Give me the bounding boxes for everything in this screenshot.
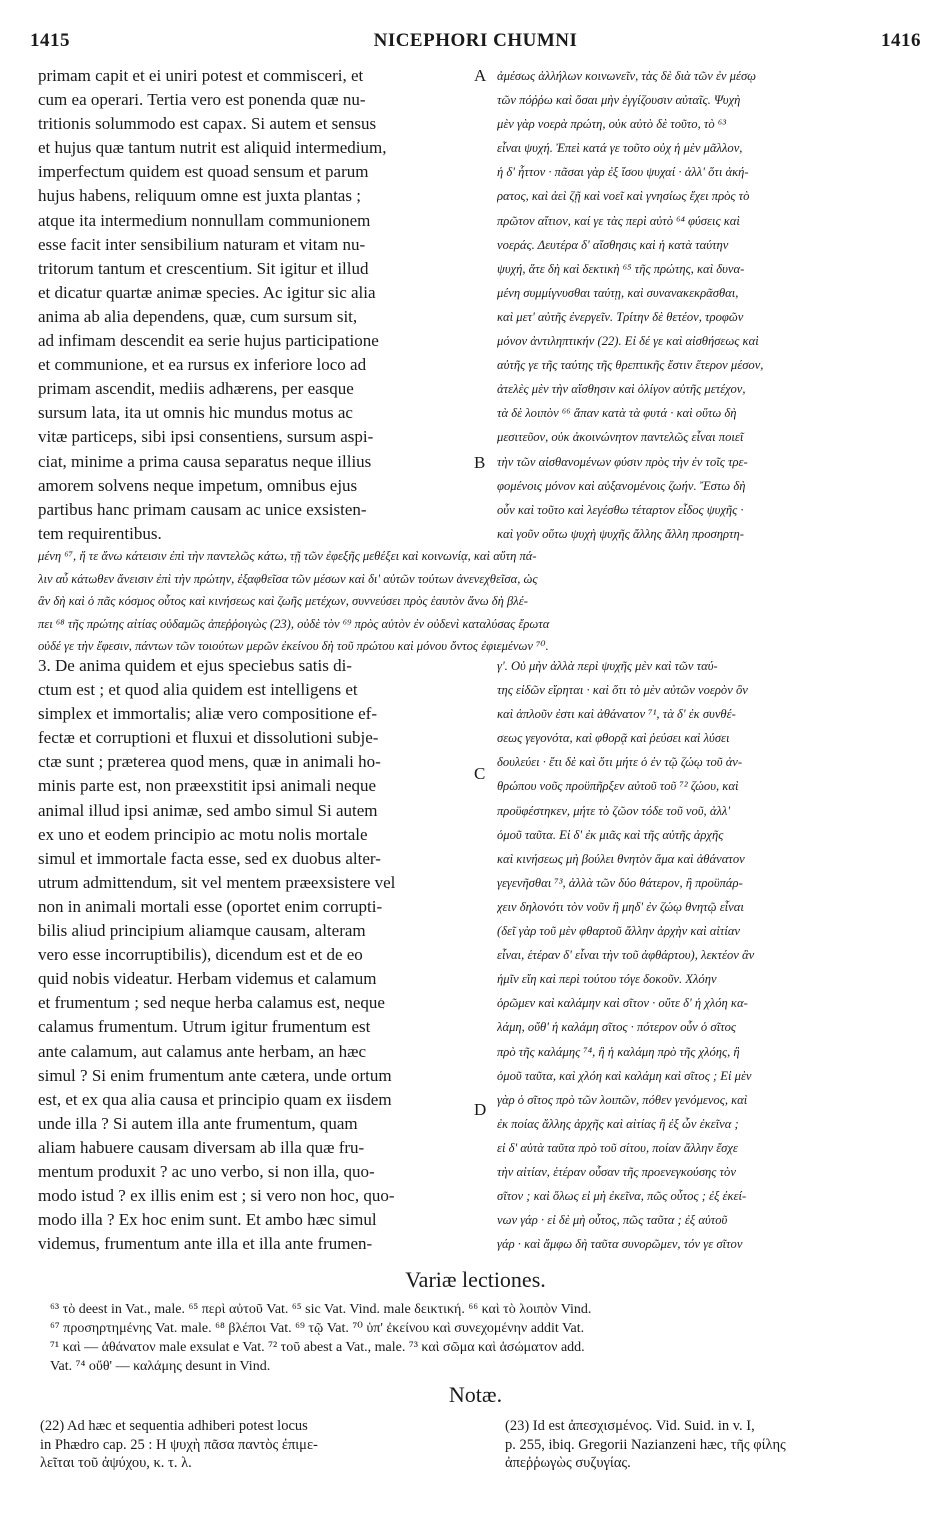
text-line: minis parte est, non præexstitit ipsi animali neque bbox=[38, 776, 377, 796]
text-line: τῶν πόῤῥω καὶ ὅσαι μὴν ἐγγίζουσιν αὐταῖς. Ψυχὴ bbox=[497, 93, 741, 108]
text-line: hujus habens, reliquum omne est juxta plantas ; bbox=[38, 186, 361, 206]
variae-heading: Variæ lectiones. bbox=[405, 1267, 546, 1292]
text-line: fectæ et corruptioni et fluxui et dissolutioni subje- bbox=[38, 728, 379, 748]
text-line: καὶ γοῦν οὕτω ψυχὴ ψυχῆς ἄλλης ἄλλη προσηρτη- bbox=[497, 526, 744, 541]
running-header bbox=[30, 30, 921, 54]
text-line: mentum produxit ? ac uno verbo, si non illa, quo- bbox=[38, 1161, 375, 1181]
text-line: unde illa ? Si autem illa ante frumentum, quam bbox=[38, 1113, 358, 1133]
text-line: γὰρ ὁ σῖτος πρὸ τῶν λοιπῶν, πόθεν γενόμενος, καὶ bbox=[497, 1092, 748, 1107]
text-line: μὲν γὰρ νοερὰ πρώτη, οὐκ αὐτὸ δὲ τοῦτο, τὸ ⁶³ bbox=[497, 117, 727, 132]
text-line: anima ab alia dependens, quæ, cum sursum sit, bbox=[38, 306, 358, 326]
text-line: μόνον ἀντιληπτικήν (22). Εἰ δέ γε καὶ αἰσθήσεως καὶ bbox=[497, 334, 759, 349]
text-line: αὐτῆς γε τῆς ταύτης τῆς θρεπτικῆς ἔστιν ἕτερον μέσον, bbox=[497, 358, 764, 373]
text-line: πρῶτον αἴτιον, καί γε τὰς περὶ αὐτὸ ⁶⁴ φύσεις καὶ bbox=[497, 213, 740, 228]
text-line: esse facit inter sensibilium naturam et vitam nu- bbox=[38, 234, 366, 254]
text-line: μένη ⁶⁷, ἥ τε ἄνω κάτεισιν ἐπὶ τὴν παντελῶς κάτω, τῇ τῶν ἐφεξῆς μεθέξει καὶ κοινωνίᾳ, καὶ αὕτη πά- bbox=[38, 549, 537, 563]
margin-letter-b: B bbox=[474, 453, 486, 472]
text-line: νοεράς. Δευτέρα δ' αἴσθησις καὶ ἡ κατὰ ταύτην bbox=[497, 237, 729, 252]
text-line: cum ea operari. Tertia vero est ponenda quæ nu- bbox=[38, 90, 366, 110]
text-line: atque ita intermedium nonnullam communionem bbox=[38, 210, 371, 230]
text-line: (δεῖ γὰρ τοῦ μὲν φθαρτοῦ ἄλλην ἀρχὴν καὶ αἰτίαν bbox=[497, 924, 741, 939]
text-line: ψυχή, ἅτε δὴ καὶ δεκτικὴ ⁶⁵ τῆς πρώτης, καὶ δυνα- bbox=[497, 261, 745, 276]
text-line: est, et ex qua alia causa et principio quam ex iisdem bbox=[38, 1089, 392, 1109]
text-line: θρώπου νοῦς προϋπῆρξεν αὐτοῦ τοῦ ⁷² ζώου, καὶ bbox=[497, 779, 739, 794]
text-line: non in animali mortali esse (oportet enim corrupti- bbox=[38, 896, 383, 916]
text-line: σῖτον ; καὶ ὅλως εἰ μὴ ἐκεῖνα, πῶς οὗτος ; ἐξ ἐκεί- bbox=[497, 1189, 747, 1204]
text-line: ἀμέσως ἀλλήλων κοινωνεῖν, τὰς δὲ διὰ τῶν ἐν μέσῳ bbox=[497, 69, 757, 83]
text-line: καὶ ἁπλοῦν ἐστι καὶ ἀθάνατον ⁷¹, τὰ δ' ἐκ συνθέ- bbox=[497, 707, 736, 722]
text-line: simul et immortale facta esse, sed ex duobus alter- bbox=[38, 848, 381, 868]
margin-letter-d: D bbox=[474, 1100, 487, 1119]
text-line: ctæ sunt ; præterea quod mens, quæ in animali ho- bbox=[38, 752, 381, 772]
text-line: ante calamum, aut calamus ante herbam, an hæc bbox=[38, 1041, 367, 1061]
text-line: τὰ δὲ λοιπὸν ⁶⁶ ἅπαν κατὰ τὰ φυτά · καὶ οὕτω δὴ bbox=[497, 406, 737, 421]
text-line: εἶναι ψυχή. Ἐπεὶ κατά γε τοῦτο οὐχ ἡ μὲν μᾶλλον, bbox=[497, 141, 743, 156]
text-line: (23) Id est ἀπεσχισμένος. Vid. Suid. in v. I, bbox=[505, 1418, 755, 1434]
text-line: μένη συμμίγνυσθαι ταύτῃ, καὶ συνανακεκρᾶσθαι, bbox=[497, 285, 739, 300]
running-title: NICEPHORI CHUMNI bbox=[373, 30, 578, 51]
text-line: ὁμοῦ ταῦτα, καὶ χλόη καὶ καλάμη καὶ σῖτος ; Εἰ μὲν bbox=[497, 1068, 752, 1083]
text-line: modo istud ? ex illis enim est ; si vero non hoc, quo- bbox=[38, 1186, 395, 1206]
text-line: (22) Ad hæc et sequentia adhiberi potest locus bbox=[40, 1418, 308, 1434]
text-line: λεῖται τοῦ ἀψύχου, κ. τ. λ. bbox=[40, 1455, 192, 1471]
latin-column-top bbox=[38, 64, 470, 546]
text-line: amorem solvens neque impetum, omnibus ejus bbox=[38, 475, 358, 495]
text-line: τὴν αἰτίαν, ἑτέραν οὖσαν τῆς προενεγκούσης τὸν bbox=[497, 1164, 736, 1179]
text-line: animal illud ipsi animæ, sed ambo simul Si autem bbox=[38, 800, 378, 820]
text-line: ὁρῶμεν καὶ καλάμην καὶ σῖτον · οὔτε δ' ἡ χλόη κα- bbox=[497, 996, 748, 1011]
text-line: οὖν καὶ τοῦτο καὶ λεγέσθω τέταρτον εἶδος ψυχῆς · bbox=[497, 502, 744, 517]
text-line: simul ? Si enim frumentum ante cætera, unde ortum bbox=[38, 1065, 392, 1085]
text-line: ⁶⁷ προσηρτημένης Vat. male. ⁶⁸ βλέποι Vat. ⁶⁹ τῷ Vat. ⁷⁰ ὑπ' ἐκείνου καὶ συνεχομένην addit Vat. bbox=[50, 1321, 585, 1336]
greek-column-top bbox=[497, 64, 912, 546]
text-line: simplex et immortalis; aliæ vero compositione ef- bbox=[38, 704, 377, 724]
text-line: ἂν δὴ καὶ ὁ πᾶς κόσμος οὗτος καὶ κινήσεως καὶ ζωῆς μετέχων, συννεύσει πρὸς ἑαυτὸν ἄνω δὴ βλέ- bbox=[38, 594, 528, 608]
page-number-left: 1415 bbox=[30, 30, 70, 51]
text-line: της εἰδῶν εἴρηται · καὶ ὅτι τὸ μὲν αὐτῶν νοερὸν ὂν bbox=[497, 683, 748, 698]
variae-lectiones bbox=[50, 1300, 920, 1376]
text-line: ὁμοῦ ταῦτα. Εἰ δ' ἐκ μιᾶς καὶ τῆς αὐτῆς ἀρχῆς bbox=[497, 827, 724, 842]
text-line: προϋφέστηκεν, μήτε τὸ ζῶον τόδε τοῦ νοῦ, ἀλλ' bbox=[497, 803, 731, 818]
text-line: γ'. Οὐ μὴν ἀλλὰ περὶ ψυχῆς μὲν καὶ τῶν ταύ- bbox=[497, 659, 718, 673]
text-line: tritionis solummodo est capax. Si autem et sensus bbox=[38, 114, 377, 134]
page-number-right: 1416 bbox=[881, 30, 921, 51]
text-line: ἀτελὲς μὲν τὴν αἴσθησιν καὶ ὀλίγον αὐτῆς μετέχον, bbox=[497, 382, 746, 397]
text-line: πρὸ τῆς καλάμης ⁷⁴, ἢ ἡ καλάμη πρὸ τῆς χλόης, ἢ bbox=[497, 1044, 740, 1059]
text-line: δουλεύει · ἔτι δὲ καὶ ὅτι μήτε ὁ ἐν τῷ ζώῳ τοῦ ἀν- bbox=[497, 755, 743, 770]
greek-column-bottom bbox=[497, 654, 912, 1256]
text-line: ἡ δ' ἧττον · πᾶσαι γὰρ ἐξ ἴσου ψυχαί · ἀλλ' ὅτι ἀκή- bbox=[497, 165, 749, 180]
text-line: primam capit et ei uniri potest et commisceri, et bbox=[38, 66, 364, 85]
text-line: ctum est ; et quod alia quidem est intelligens et bbox=[38, 680, 358, 700]
text-line: imperfectum quidem est quoad sensum et parum bbox=[38, 162, 369, 182]
text-line: νων γάρ · εἰ δὲ μὴ οὗτος, πῶς ταῦτα ; ἐξ αὐτοῦ bbox=[497, 1213, 728, 1228]
text-line: sursum lata, ita ut omnis hic mundus motus ac bbox=[38, 403, 353, 423]
text-line: λάμη, οὔθ' ἡ καλάμη σῖτος · πότερον οὖν ὁ σῖτος bbox=[497, 1020, 736, 1035]
text-line: quid nobis videatur. Herbam videmus et calamum bbox=[38, 969, 377, 989]
text-line: πει ⁶⁸ τῆς πρώτης αἰτίας οὐδαμῶς ἀπεῤῥοιγὼς (23), οὐδὲ τὸν ⁶⁹ πρὸς αὐτὸν ἐν οὐδενὶ καταλύσας ἔρωτα bbox=[38, 616, 550, 631]
text-line: 3. De anima quidem et ejus speciebus satis di- bbox=[38, 656, 352, 675]
text-line: ἡμῖν εἴη καὶ περὶ τούτου τόγε δοκοῦν. Χλόην bbox=[497, 972, 717, 987]
text-line: ἐκ ποίας ἄλλης ἀρχῆς καὶ αἰτίας ἢ ἐξ ὧν ἐκεῖνα ; bbox=[497, 1116, 739, 1131]
text-line: partibus hanc primam causam ac unice exsisten- bbox=[38, 499, 367, 519]
text-line: ρατος, καὶ ἀεὶ ζῇ καὶ νοεῖ καὶ γνησίως ἔχει πρὸς τὸ bbox=[497, 189, 750, 204]
text-line: calamus frumentum. Utrum igitur frumentum est bbox=[38, 1017, 371, 1037]
text-line: γεγενῆσθαι ⁷³, ἀλλὰ τῶν δύο θάτερον, ἢ προϋπάρ- bbox=[497, 875, 743, 890]
text-line: ad infimam descendit ea serie hujus participatione bbox=[38, 331, 379, 351]
text-line: et frumentum ; sed neque herba calamus est, neque bbox=[38, 993, 385, 1013]
text-line: λιν αὖ κάτωθεν ἄνεισιν ἐπὶ τὴν πρώτην, ἐξαφθεῖσα τῶν μέσων καὶ δι' αὐτῶν τούτων ἀνενεχθεῖσα, ὡς bbox=[38, 571, 538, 586]
text-line: χειν δηλονότι τὸν νοῦν ἢ μηδ' ἐν ζώῳ θνητῷ εἶναι bbox=[497, 899, 744, 914]
text-line: μεσιτεῦον, οὐκ ἀκοινώνητον παντελῶς εἶναι ποιεῖ bbox=[497, 430, 744, 445]
margin-letter-a: A bbox=[474, 66, 487, 85]
text-line: primam ascendit, mediis adhærens, per easque bbox=[38, 379, 354, 399]
notae-heading: Notæ. bbox=[448, 1382, 503, 1407]
text-line: ciat, minime a prima causa separatus neque illius bbox=[38, 451, 372, 471]
text-line: ex uno et eodem principio ac motu nolis mortale bbox=[38, 824, 368, 844]
latin-column-bottom bbox=[38, 654, 470, 1256]
note-23 bbox=[505, 1417, 925, 1473]
text-line: et dicatur quartæ animæ species. Ac igitur sic alia bbox=[38, 282, 376, 302]
text-line: γάρ · καὶ ἄμφω δὴ ταῦτα συνορῶμεν, τόν γε σῖτον bbox=[497, 1237, 743, 1252]
text-line: τὴν τῶν αἰσθανομένων φύσιν πρὸς τὴν ἐν τοῖς τρε- bbox=[497, 454, 748, 469]
text-line: vero esse incorruptibilis), dicendum est et de eo bbox=[38, 945, 363, 965]
text-line: vitæ particeps, sibi ipsi consentiens, sursum aspi- bbox=[38, 427, 374, 447]
text-line: σεως γεγονότα, καὶ φθορᾷ καὶ ῥεύσει καὶ λύσει bbox=[497, 731, 730, 746]
text-line: tritorum tantum et crescentium. Sit igitur et illud bbox=[38, 258, 369, 278]
text-line: καὶ μετ' αὐτῆς ἐνεργεῖν. Τρίτην δὲ θετέον, τροφῶν bbox=[497, 309, 744, 324]
text-line: καὶ κινήσεως μὴ βούλει θνητὸν ἅμα καὶ ἀθάνατον bbox=[497, 851, 745, 866]
note-22 bbox=[40, 1417, 480, 1473]
text-line: ⁷¹ καὶ — ἀθάνατον male exsulat e Vat. ⁷² τοῦ abest a Vat., male. ⁷³ καὶ σῶμα καὶ ἀσώματον add. bbox=[50, 1340, 585, 1355]
text-line: οὐδέ γε τὴν ἔφεσιν, πάντων τῶν τοιούτων μερῶν ἐκείνου δὴ τοῦ πρώτου καὶ μόνου ὄντος ἐφιεμένων ⁷⁰. bbox=[38, 639, 549, 653]
greek-fullwidth-passage bbox=[38, 545, 915, 658]
text-line: ⁶³ τὸ deest in Vat., male. ⁶⁵ περὶ αὐτοῦ Vat. ⁶⁵ sic Vat. Vind. male δεικτική. ⁶⁶ καὶ τὸ λοιπὸν Vind. bbox=[50, 1302, 592, 1317]
text-line: videmus, frumentum ante illa et illa ante frumen- bbox=[38, 1234, 373, 1254]
text-line: aliam habuere causam diversam ab illa quæ fru- bbox=[38, 1137, 365, 1157]
text-line: tem requirentibus. bbox=[38, 523, 162, 543]
text-line: utrum admittendum, sit vel mentem præexsistere vel bbox=[38, 872, 396, 892]
text-line: in Phædro cap. 25 : Η ψυχὴ πᾶσα παντὸς ἐπιμε- bbox=[40, 1436, 318, 1453]
text-line: bilis aliud principium aliamque causam, alteram bbox=[38, 921, 366, 941]
text-line: εἰ δ' αὐτὰ ταῦτα πρὸ τοῦ σίτου, ποίαν ἄλλην ἔσχε bbox=[497, 1140, 738, 1155]
text-line: et hujus quæ tantum nutrit est aliquid intermedium, bbox=[38, 138, 387, 158]
text-line: φομένοις μόνον καὶ αὐξανομένοις ζωήν. Ἔστω δὴ bbox=[497, 478, 746, 493]
text-line: et communione, et ea rursus ex inferiore loco ad bbox=[38, 355, 367, 375]
text-line: p. 255, ibiq. Gregorii Nazianzeni hæc, τῆς φίλης bbox=[505, 1436, 786, 1453]
text-line: ἀπεῤῥωγὼς συζυγίας. bbox=[505, 1455, 631, 1471]
text-line: εἶναι, ἑτέραν δ' εἶναι τὴν τοῦ ἀφθάρτου), λεκτέον ἂν bbox=[497, 948, 755, 963]
text-line: Vat. ⁷⁴ οὔθ' — καλάμης desunt in Vind. bbox=[50, 1359, 271, 1374]
margin-letter-c: C bbox=[474, 764, 486, 783]
text-line: modo illa ? Ex hoc enim sunt. Et ambo hæc simul bbox=[38, 1210, 377, 1230]
